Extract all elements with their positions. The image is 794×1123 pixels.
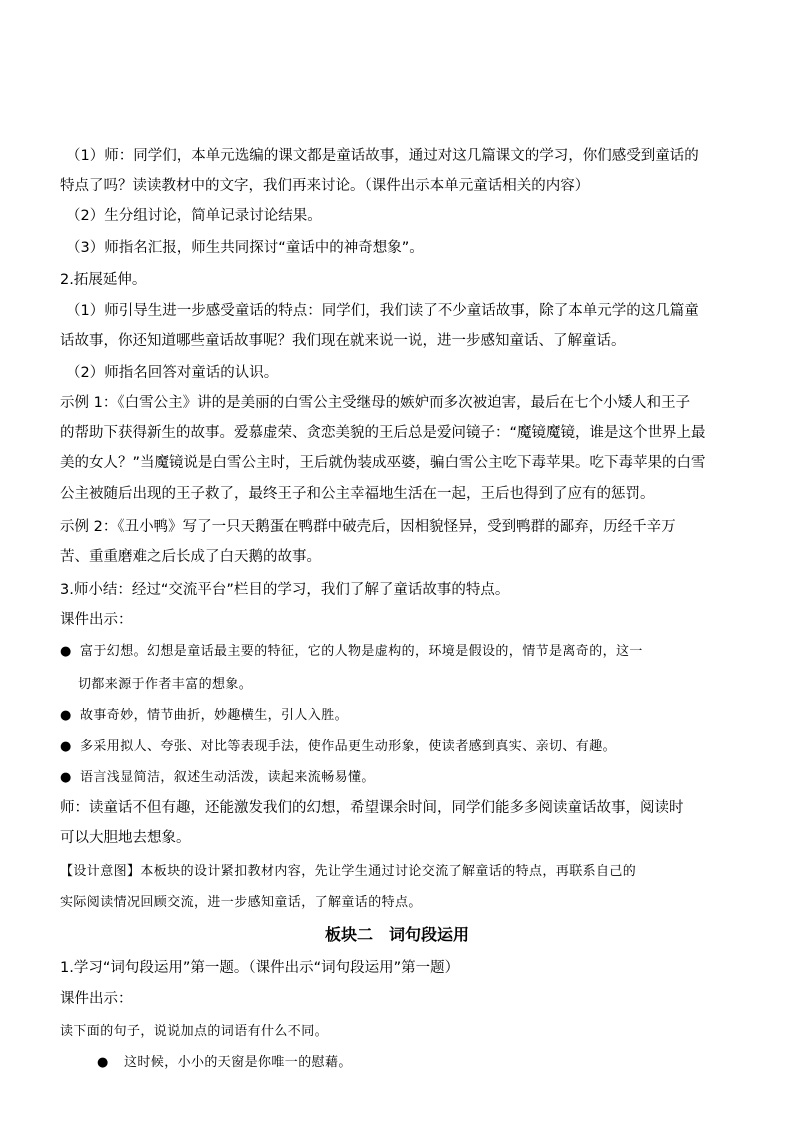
bullet-icon: ● — [60, 708, 72, 723]
example-2-line-1: 示例 2：《丑小鸭》写了一只天鹅蛋在鸭群中破壳后，因相貌怪异，受到鸭群的鄙弃，历经千辛万 — [60, 519, 676, 535]
paragraph-2: （2）生分组讨论，简单记录讨论结果。 — [66, 208, 322, 224]
bullet-icon: ● — [60, 644, 72, 659]
bullet-1-line-2: 切都来源于作者丰富的想象。 — [78, 677, 253, 692]
bullet-icon: ● — [60, 739, 72, 754]
paragraph-3: （3）师指名汇报，师生共同探讨“童话中的神奇想象”。 — [66, 240, 424, 256]
example-2-line-2: 苦、重重磨难之后长成了白天鹅的故事。 — [60, 549, 321, 565]
paragraph-4-line-2: 话故事，你还知道哪些童话故事呢？我们现在就来说一说，进一步感知童话、了解童话。 — [60, 333, 626, 349]
teacher-remark-line-1: 师：读童话不但有趣，还能激发我们的幻想，希望课余时间，同学们能多多阅读童话故事，阅读时 — [60, 800, 684, 816]
section-heading: 板块二 词句段运用 — [324, 925, 469, 944]
section-2-title: 2.拓展延伸。 — [60, 272, 147, 288]
design-intent-line-1: 【设计意图】本板块的设计紧扣教材内容，先让学生通过讨论交流了解童话的特点，再联系自己的 — [60, 864, 637, 879]
paragraph-1-line-2: 特点了吗？读读教材中的文字，我们再来讨论。（课件出示本单元童话相关的内容） — [60, 178, 590, 194]
teacher-remark-line-2: 可以大胆地去想象。 — [60, 830, 191, 846]
bullet-4: 语言浅显简洁，叙述生动活泼，读起来流畅易懂。 — [80, 770, 375, 785]
example-1-line-2: 的帮助下获得新生的故事。爱慕虚荣、贪恋美貌的王后总是爱问镜子：“魔镜魔镜，谁是这个世界上最 — [60, 425, 706, 441]
example-1-line-1: 示例 1：《白雪公主》讲的是美丽的白雪公主受继母的嫉妒而多次被迫害，最后在七个小矮人和王子 — [60, 395, 691, 411]
bullet-3: 多采用拟人、夸张、对比等表现手法，使作品更生动形象，使读者感到真实、亲切、有趣。 — [80, 739, 617, 754]
example-1-line-4: 公主被随后出现的王子救了，最终王子和公主幸福地生活在一起，王后也得到了应有的惩罚。 — [60, 486, 655, 502]
courseware-label-1: 课件出示： — [60, 612, 133, 628]
question-1: 1.学习“词句段运用”第一题。（课件出示“词句段运用”第一题） — [60, 960, 460, 976]
section-3-summary: 3.师小结：经过“交流平台”栏目的学习，我们了解了童话故事的特点。 — [60, 582, 510, 598]
paragraph-5: （2）师指名回答对童话的认识。 — [66, 365, 279, 381]
bullet-2: 故事奇妙，情节曲折，妙趣横生，引人入胜。 — [80, 708, 349, 723]
courseware-label-2: 课件出示： — [60, 991, 133, 1007]
paragraph-4-line-1: （1）师引导生进一步感受童话的特点：同学们，我们读了不少童话故事，除了本单元学的这几篇童 — [66, 303, 699, 319]
design-intent-line-2: 实际阅读情况回顾交流，进一步感知童话，了解童话的特点。 — [60, 895, 422, 910]
example-1-line-3: 美的女人？”当魔镜说是白雪公主时，王后就伪装成巫婆，骗白雪公主吃下毒苹果。吃下毒苹果的白雪 — [60, 455, 706, 471]
task-instruction: 读下面的句子，说说加点的词语有什么不同。 — [60, 1024, 329, 1039]
bullet-icon: ● — [60, 770, 72, 785]
example-sentence-1: 这时候，小小的天窗是你唯一的慰藉。 — [124, 1055, 352, 1070]
bullet-icon: ● — [97, 1055, 109, 1070]
bullet-1-line-1: 富于幻想。幻想是童话最主要的特征，它的人物是虚构的，环境是假设的，情节是离奇的，这一 — [80, 644, 643, 659]
paragraph-1-line-1: （1）师：同学们，本单元选编的课文都是童话故事，通过对这几篇课文的学习，你们感受到童话的 — [66, 148, 699, 164]
